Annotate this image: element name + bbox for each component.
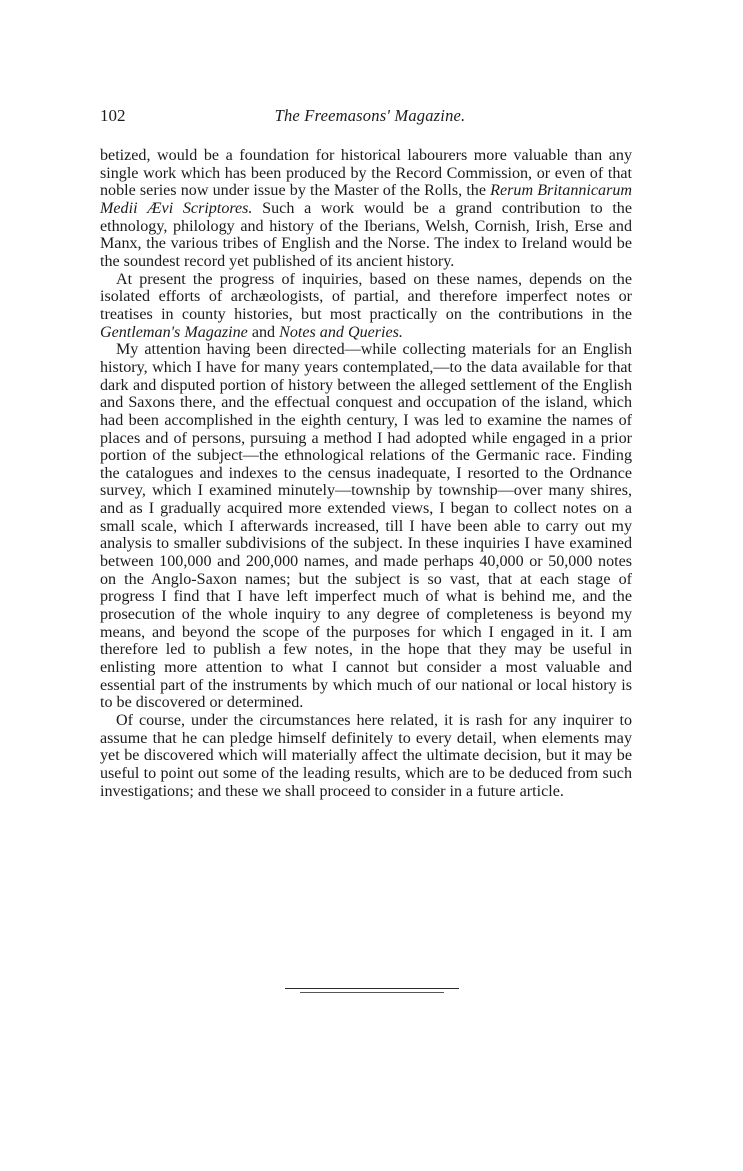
- page-number: 102: [100, 106, 126, 125]
- text-run: Such a work would be a grand contribution to the ethnology, philology and history of the Iberians, Welsh, Cornish, Irish, Erse and Manx, the various tribes of English and the Norse. The index to Ireland would be the soundest record yet published of its ancient history.: [100, 199, 632, 270]
- text-run: and: [247, 323, 280, 341]
- italic-title-run: Rerum Britannicarum Medii Ævi Scriptores.: [100, 182, 633, 217]
- text-run: My attention having been directed—while collecting materials for an English history, which I have for many years contemplated,—to the data available for that dark and disputed portion of history between the alleged settlement of the English and Saxons there, and the effectual conquest and occupation of the island, which had been accomplished in the eighth century, I was led to examine the names of places and of persons, pursuing a method I had adopted while engaged in a prior portion of the subject—the ethnological relations of the Germanic race. Finding the catalogues and indexes to the census inadequate, I resorted to the Ordnance survey, which I examined minutely—township by township—over many shires, and as I gradually acquired more extended views, I began to collect notes on a small scale, which I afterwards increased, till I have been able to carry out my analysis to smaller subdivisions of the subject. In these inquiries I have examined between 100,000 and 200,000 names, and made perhaps 40,000 or 50,000 notes on the Anglo-Saxon names; but the subject is so vast, that at each stage of progress I find that I have left imperfect much of what is behind me, and the prosecution of the whole inquiry to any degree of completeness is beyond my means, and beyond the scope of the purposes for which I engaged in it. I am therefore led to publish a few notes, in the hope that they may be useful in enlisting more attention to what I cannot but consider a most valuable and essential part of the instruments by which much of our national or local history is to be discovered or determined.: [100, 341, 632, 712]
- article-body: [100, 147, 632, 800]
- italic-title-run: Gentleman's Magazine: [100, 323, 248, 341]
- paragraph-1: [100, 147, 632, 271]
- paragraph-4: [100, 712, 632, 800]
- text-run: At present the progress of inquiries, based on these names, depends on the isolated efforts of archæologists, of partial, and therefore imperfect notes or treatises in county histories, but most practically on the contributions in the: [100, 270, 632, 323]
- italic-title-run: Notes and Queries.: [279, 323, 403, 341]
- text-run: betized, would be a foundation for historical labourers more valuable than any single work which has been produced by the Record Commission, or even of that noble series now under issue by the Master of the Rolls, the: [100, 147, 632, 200]
- closing-rule: [285, 988, 459, 989]
- paragraph-3: [100, 341, 632, 712]
- page-header: [100, 106, 640, 130]
- paragraph-2: [100, 271, 632, 342]
- text-run: Of course, under the circumstances here related, it is rash for any inquirer to assume that he can pledge himself definitely to every detail, when elements may yet be discovered which will materially affect the ultimate decision, but it may be useful to point out some of the leading results, which are to be deduced from such investigations; and these we shall proceed to consider in a future article.: [100, 712, 632, 800]
- running-title: The Freemasons' Magazine.: [274, 106, 466, 125]
- closing-rule-secondary: [300, 992, 444, 993]
